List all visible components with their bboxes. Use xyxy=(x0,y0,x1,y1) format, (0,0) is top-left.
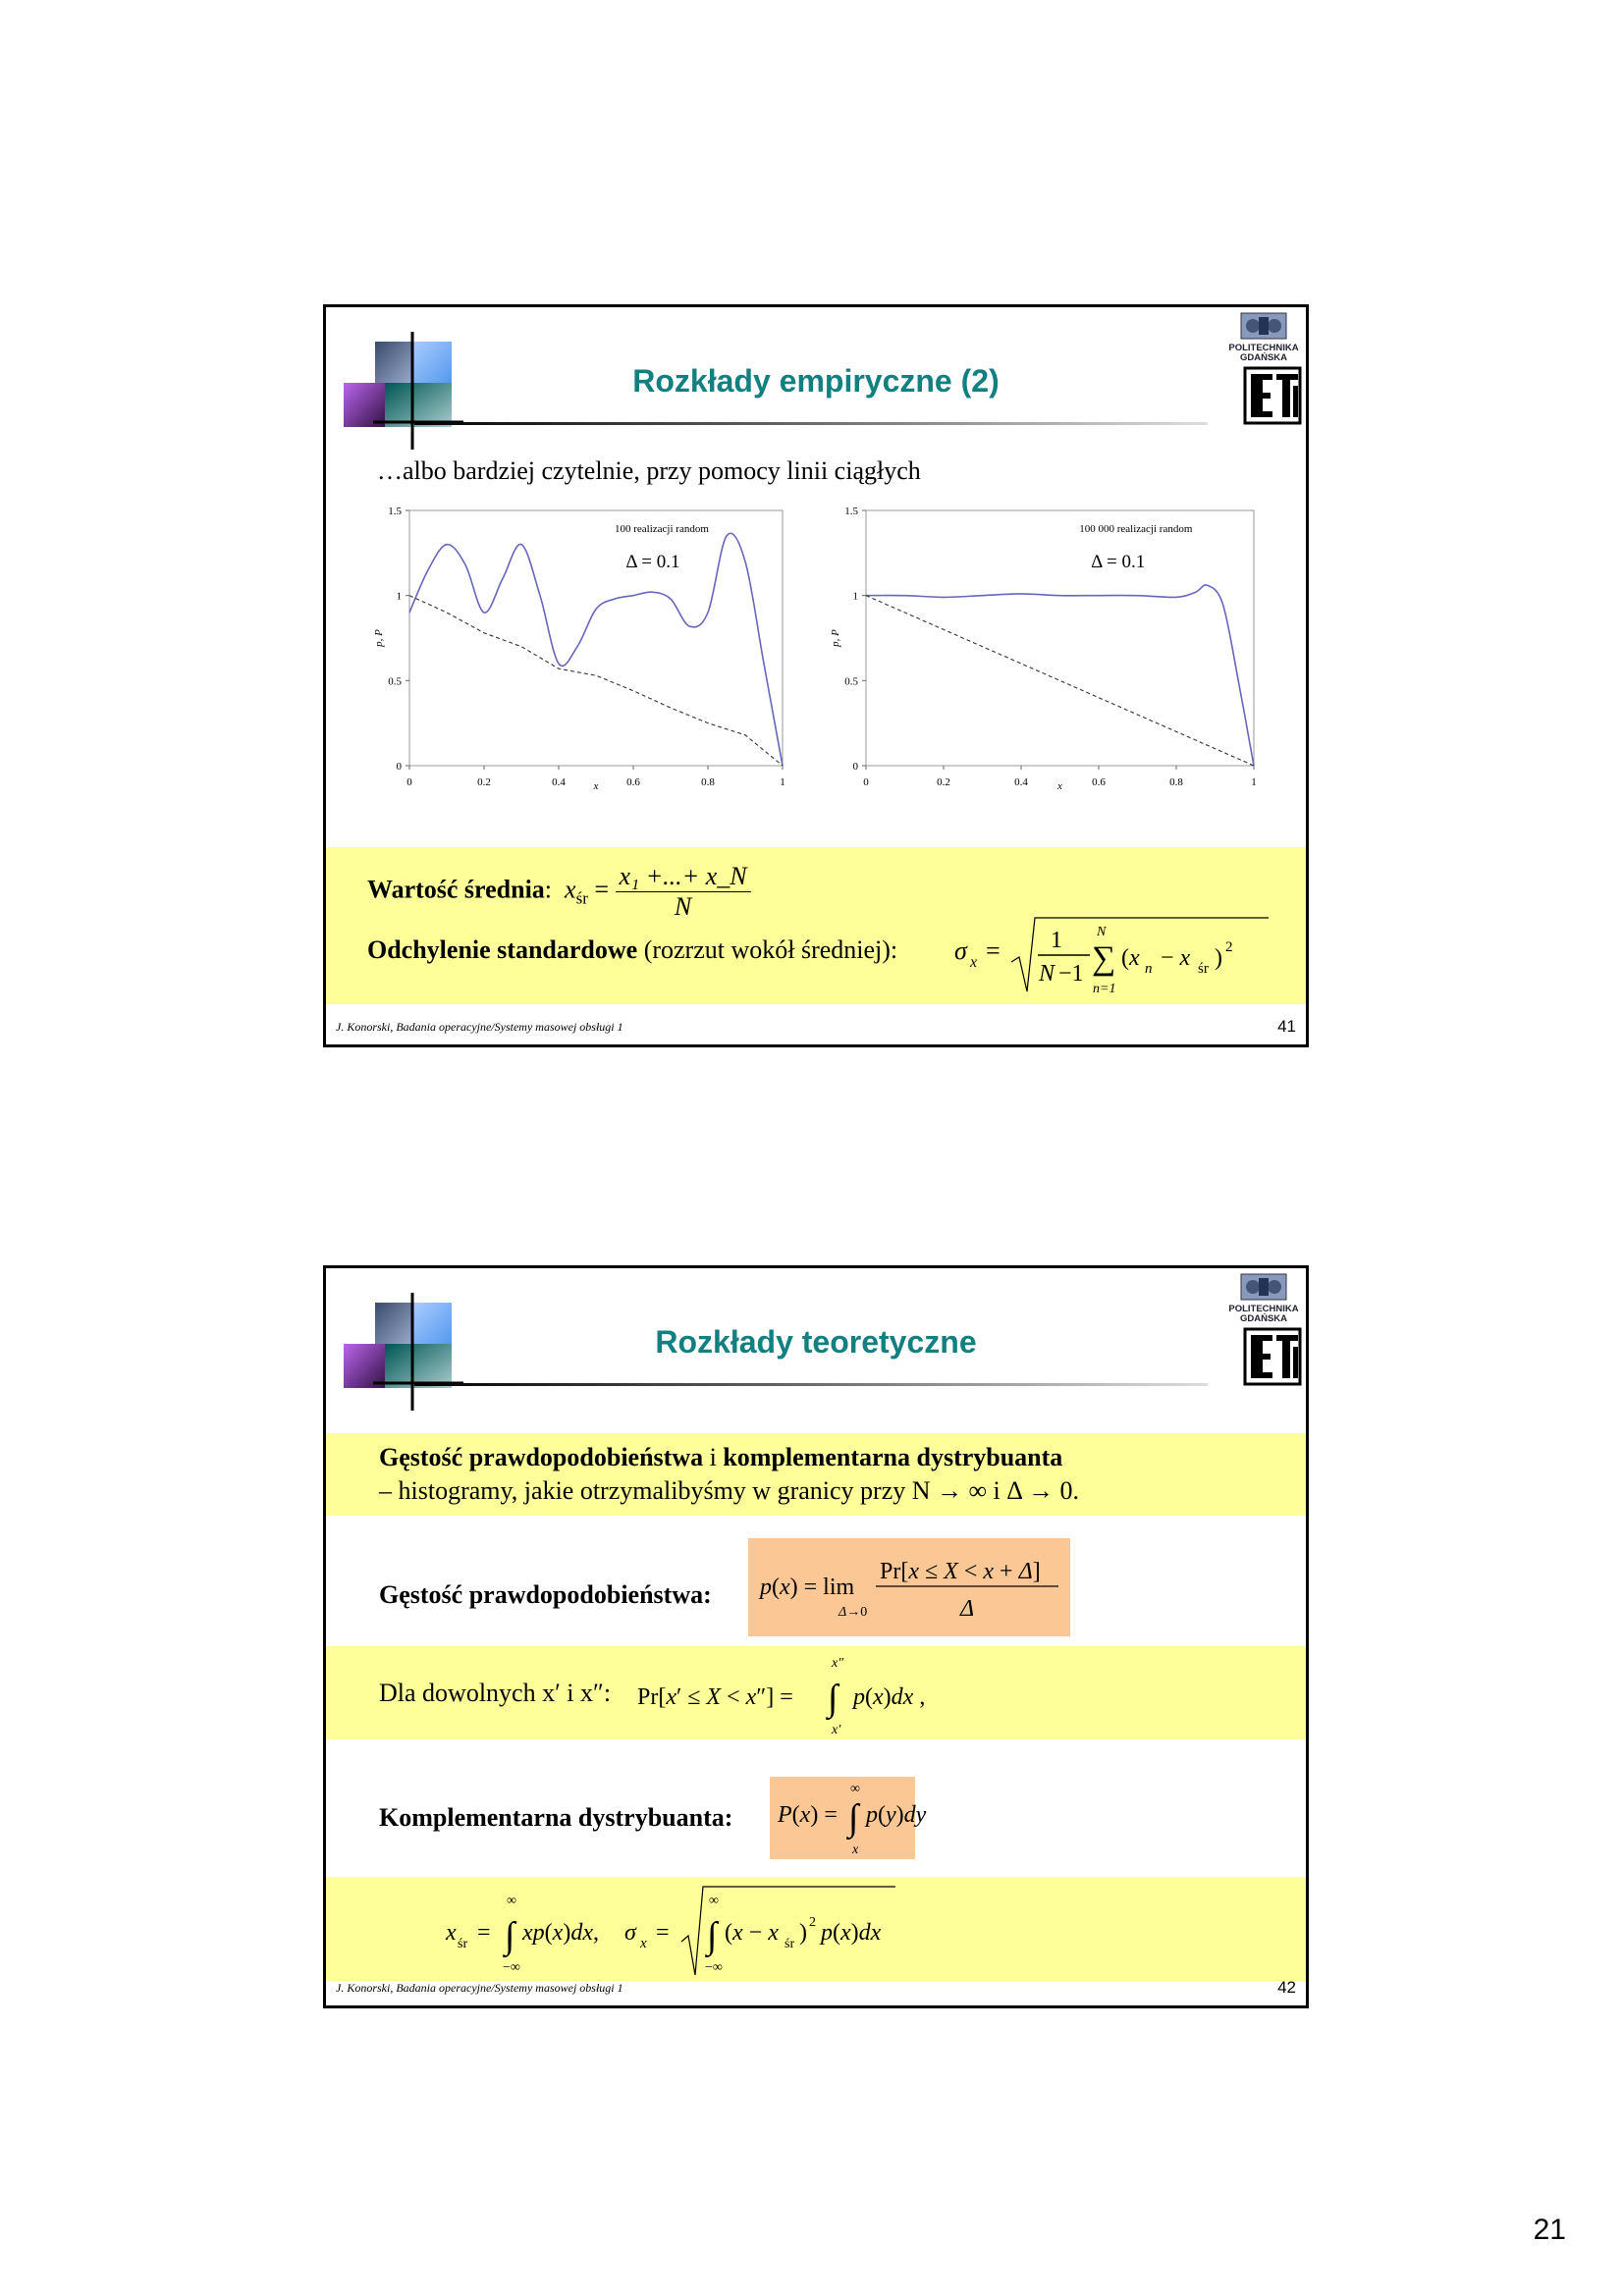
ccdf-term: komplementarna dystrybuanta xyxy=(723,1443,1063,1471)
y-tick-label: 0.5 xyxy=(388,675,402,688)
mean-line: Wartość średnia: $x_{śr}$ = $\frac{\text{x₁ +...+ x\_N}}{N}$ xyxy=(367,862,751,922)
y-tick-label: 1 xyxy=(852,590,858,603)
x-tick-label: 1 xyxy=(780,776,785,788)
slide-number: 41 xyxy=(1277,1017,1296,1036)
svg-text:∫: ∫ xyxy=(505,1915,515,1956)
svg-text:− x: − x xyxy=(1161,945,1191,971)
chart-100000-realizations xyxy=(832,499,1283,803)
title-underline xyxy=(414,422,1208,425)
std-note: (rozrzut wokół średniej): xyxy=(643,935,898,964)
x-tick-label: 0.8 xyxy=(1169,776,1183,788)
svg-text:Δ: Δ xyxy=(960,1596,975,1622)
mean-fraction xyxy=(616,862,751,922)
series-line-P xyxy=(409,596,783,766)
university-logo-icon xyxy=(1223,1270,1304,1388)
svg-text:2: 2 xyxy=(1225,939,1233,955)
svg-text:−∞: −∞ xyxy=(705,1960,723,1975)
footer-text: J. Konorski, Badania operacyjne/Systemy masowej obsługi 1 xyxy=(336,1020,623,1034)
mean-lhs: x xyxy=(565,875,576,904)
slide-41 xyxy=(323,304,1309,1047)
std-label: Odchylenie standardowe xyxy=(367,935,638,964)
density-term: Gęstość prawdopodobieństwa xyxy=(379,1443,704,1471)
svg-text:x: x xyxy=(970,954,978,971)
plot-area xyxy=(866,510,1254,766)
svg-text:σ: σ xyxy=(624,1920,636,1946)
x-tick-label: 1 xyxy=(1251,776,1257,788)
footer-text: J. Konorski, Badania operacyjne/Systemy masowej obsługi 1 xyxy=(336,1981,623,1995)
y-tick-label: 0 xyxy=(396,761,402,773)
y-axis-label: p, P xyxy=(373,629,385,647)
mean-denominator: N xyxy=(674,892,692,921)
svg-text:Pr[x ≤ X < x + Δ]: Pr[x ≤ X < x + Δ] xyxy=(880,1559,1041,1584)
ccdf-formula xyxy=(776,1777,927,1859)
svg-text:p(y)dy: p(y)dy xyxy=(866,1802,927,1828)
y-tick-label: 0 xyxy=(852,761,858,773)
svg-text:N: N xyxy=(1097,925,1107,939)
svg-text:): ) xyxy=(799,1920,807,1946)
x-tick-label: 0.2 xyxy=(477,776,491,788)
chart-annotation: 100 000 realizacji random xyxy=(1079,523,1193,535)
svg-text:∫: ∫ xyxy=(707,1915,718,1956)
definition-line-1 xyxy=(379,1443,1062,1472)
x-axis-label: x xyxy=(1057,780,1062,792)
svg-text:x: x xyxy=(852,1842,859,1857)
conjunction: i xyxy=(703,1443,724,1471)
std-formula xyxy=(954,908,1278,1001)
svg-text:P(x) =: P(x) = xyxy=(778,1802,838,1828)
density-label: Gęstość prawdopodobieństwa: xyxy=(379,1580,712,1609)
svg-text:∞: ∞ xyxy=(850,1782,860,1796)
x-axis-label: x xyxy=(593,780,599,792)
slide-number: 42 xyxy=(1277,1978,1296,1997)
university-logo-icon xyxy=(1223,309,1304,427)
y-tick-label: 1 xyxy=(396,590,402,603)
mean-lhs-sub: śr xyxy=(575,888,588,908)
density-formula xyxy=(758,1545,1072,1633)
svg-text:1: 1 xyxy=(1051,928,1062,953)
series-line-P xyxy=(866,596,1254,766)
svg-text:n: n xyxy=(1145,961,1153,977)
series-line-p xyxy=(866,585,1254,766)
svg-text:Δ→0: Δ→0 xyxy=(839,1605,868,1620)
page-number: 21 xyxy=(1533,2214,1566,2246)
density-label-text: Gęstość prawdopodobieństwa xyxy=(379,1580,704,1609)
any-label: Dla dowolnych x′ i x″: xyxy=(379,1679,612,1707)
svg-text:GDAŃSKA: GDAŃSKA xyxy=(1239,352,1288,363)
x-tick-label: 0.2 xyxy=(937,776,950,788)
svg-text:=: = xyxy=(986,936,1001,965)
y-axis-label: p, P xyxy=(830,629,841,647)
x-tick-label: 0.8 xyxy=(701,776,715,788)
svg-text:xp(x)dx,: xp(x)dx, xyxy=(522,1920,599,1946)
mean-label: Wartość średnia xyxy=(367,875,545,904)
x-tick-label: 0 xyxy=(406,776,412,788)
svg-text:x: x xyxy=(446,1920,457,1946)
svg-text:−∞: −∞ xyxy=(503,1960,520,1975)
moments-formula xyxy=(444,1879,895,1981)
delta-label: Δ = 0.1 xyxy=(625,552,680,572)
svg-text:∞: ∞ xyxy=(507,1894,516,1908)
svg-text:śr: śr xyxy=(784,1937,795,1951)
svg-text:GDAŃSKA: GDAŃSKA xyxy=(1239,1313,1288,1324)
x-tick-label: 0.6 xyxy=(1092,776,1106,788)
svg-text:n=1: n=1 xyxy=(1093,982,1116,996)
x-tick-label: 0.4 xyxy=(552,776,566,788)
svg-text:σ: σ xyxy=(954,936,967,965)
svg-text:(x: (x xyxy=(1121,945,1140,971)
svg-text:POLITECHNIKA: POLITECHNIKA xyxy=(1228,1304,1299,1314)
svg-text:=: = xyxy=(656,1920,670,1946)
svg-text:2: 2 xyxy=(809,1915,816,1930)
svg-text:śr: śr xyxy=(458,1937,468,1951)
probability-integral-formula xyxy=(635,1649,930,1737)
ccdf-label-text: Komplementarna dystrybuanta xyxy=(379,1803,725,1832)
svg-text:∞: ∞ xyxy=(709,1894,719,1908)
svg-text:(x − x: (x − x xyxy=(725,1920,779,1946)
slide-42 xyxy=(323,1265,1309,2008)
y-tick-label: 0.5 xyxy=(844,675,858,688)
x-tick-label: 0.4 xyxy=(1014,776,1028,788)
svg-text:x″: x″ xyxy=(832,1656,844,1671)
chart-annotation: 100 realizacji random xyxy=(615,523,709,535)
svg-text:POLITECHNIKA: POLITECHNIKA xyxy=(1228,343,1299,353)
svg-text:x: x xyxy=(640,1936,647,1951)
std-line xyxy=(367,935,897,965)
definition-line-2: – histogramy, jakie otrzymalibyśmy w granicy przy N → ∞ i Δ → 0. xyxy=(379,1476,1080,1505)
slide-title: Rozkłady teoretyczne xyxy=(655,1324,977,1360)
x-tick-label: 0.6 xyxy=(626,776,640,788)
intro-text: …albo bardziej czytelnie, przy pomocy linii ciągłych xyxy=(377,456,921,485)
plot-area xyxy=(409,510,783,766)
svg-text:p(x)dx ,: p(x)dx , xyxy=(853,1684,926,1710)
y-tick-label: 1.5 xyxy=(388,506,402,517)
svg-text:∑: ∑ xyxy=(1092,940,1116,977)
svg-text:śr: śr xyxy=(1198,961,1209,977)
ccdf-label: Komplementarna dystrybuanta: xyxy=(379,1803,733,1832)
delta-label: Δ = 0.1 xyxy=(1091,552,1146,572)
y-tick-label: 1.5 xyxy=(844,506,858,517)
svg-text:Pr[x′ ≤ X < x″] =: Pr[x′ ≤ X < x″] = xyxy=(637,1684,793,1710)
svg-text:x′: x′ xyxy=(832,1723,841,1737)
svg-text:p(x)dx: p(x)dx xyxy=(821,1920,882,1946)
series-line-p xyxy=(409,533,783,766)
svg-text:N: N xyxy=(1039,961,1055,987)
svg-text:∫: ∫ xyxy=(848,1797,859,1839)
svg-text:∫: ∫ xyxy=(828,1678,839,1719)
slide-title: Rozkłady empiryczne (2) xyxy=(632,363,1000,399)
svg-text:): ) xyxy=(1215,945,1222,971)
chart-100-realizations xyxy=(365,499,797,803)
svg-text:=: = xyxy=(477,1920,491,1946)
svg-text:−1: −1 xyxy=(1058,961,1084,987)
svg-text:p(x) = lim: p(x) = lim xyxy=(760,1575,855,1600)
title-underline xyxy=(414,1383,1208,1386)
mean-numerator: x₁ +...+ x_N xyxy=(616,862,751,892)
x-tick-label: 0 xyxy=(863,776,869,788)
